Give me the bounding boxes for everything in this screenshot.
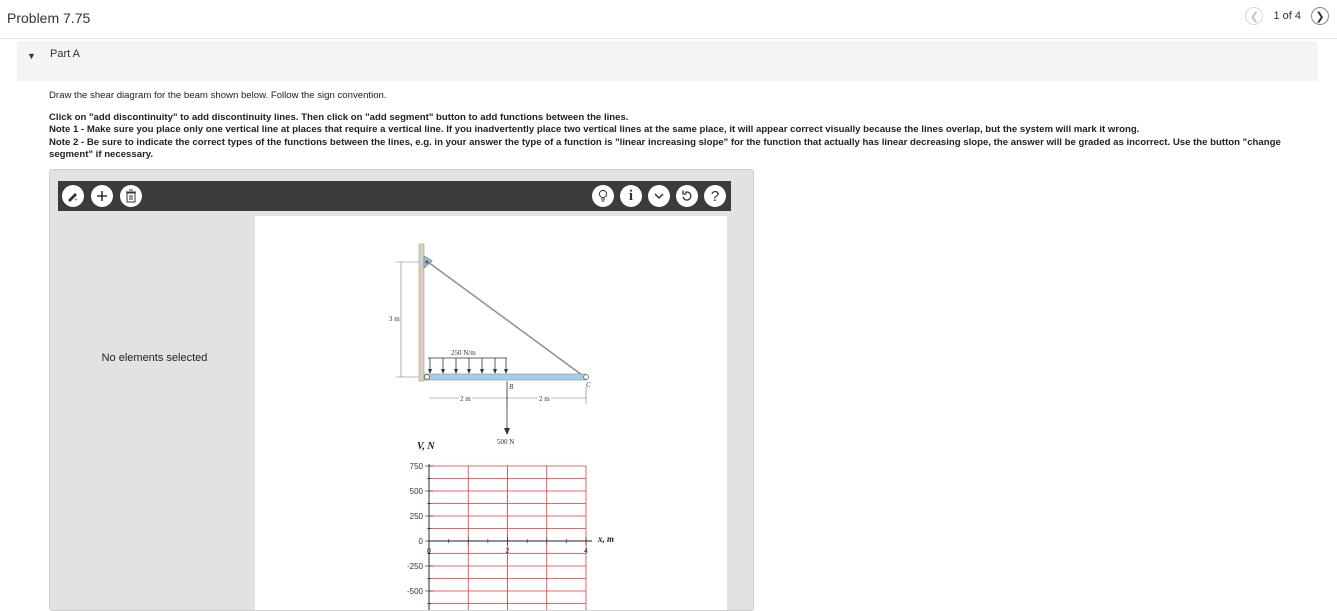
y-tick-label: 750 xyxy=(409,462,423,471)
cable xyxy=(428,262,586,378)
instruction-line-1: Draw the shear diagram for the beam shown below. Follow the sign convention. xyxy=(49,90,387,101)
reset-icon[interactable] xyxy=(676,185,698,207)
drawing-tool xyxy=(49,169,754,611)
y-tick-labels xyxy=(407,462,424,596)
info-icon[interactable] xyxy=(620,185,642,207)
x-tick-label: 2 xyxy=(505,548,510,555)
x-axis-label: x, m xyxy=(598,534,615,544)
wall xyxy=(419,244,424,381)
instruction-line-4: Note 2 - Be sure to indicate the correct types of the functions between the lines, e.g. in your answer the type of a function is "linear increasing slope" for the function that actually has linear decreasing slope, the answer will be graded as incorrect. Use the button "change segment" if necessary. xyxy=(49,136,1281,160)
hint-bulb-icon[interactable] xyxy=(592,185,614,207)
instruction-line-2: Click on "add discontinuity" to add discontinuity lines. Then click on "add segment" button to add functions between the lines. xyxy=(49,111,629,123)
y-tick-label: -500 xyxy=(406,587,423,596)
info-glyph: i xyxy=(628,187,634,204)
load-label: 250 N/m xyxy=(451,349,476,357)
point-b-label: B xyxy=(509,383,514,391)
top-bar xyxy=(0,0,1337,39)
y-tick-label: 250 xyxy=(409,512,423,521)
y-tick-label: 0 xyxy=(418,537,423,546)
triangle-down-icon[interactable]: ▼ xyxy=(27,51,36,61)
help-glyph: ? xyxy=(710,187,720,205)
force-label: 500 N xyxy=(497,438,515,446)
x-tick-labels xyxy=(427,548,588,555)
y-axis-label: V, N xyxy=(417,441,435,452)
part-label: Part A xyxy=(50,48,80,60)
add-discontinuity-icon[interactable] xyxy=(62,185,84,207)
chevron-left-icon[interactable]: ❮ xyxy=(1245,7,1263,25)
add-segment-icon[interactable] xyxy=(91,185,113,207)
y-tick-label: 500 xyxy=(409,487,423,496)
x-tick-label: 0 xyxy=(427,548,431,555)
delete-icon[interactable] xyxy=(120,185,142,207)
force-arrowhead xyxy=(504,428,510,435)
span2-label: 2 m xyxy=(539,395,550,403)
chevron-right-icon[interactable]: ❯ xyxy=(1311,7,1329,25)
tool-toolbar xyxy=(58,181,731,211)
properties-panel xyxy=(58,211,251,611)
graph-axes xyxy=(425,464,592,611)
point-c-label: C xyxy=(586,381,591,389)
height-label: 3 m xyxy=(389,315,400,323)
beam xyxy=(424,374,586,380)
drawing-canvas[interactable] xyxy=(255,216,727,611)
x-tick-label: 4 xyxy=(584,548,588,555)
problem-title: Problem 7.75 xyxy=(7,10,91,26)
pin-c xyxy=(584,375,589,380)
beam-and-graph xyxy=(255,216,727,611)
no-selection-text: No elements selected xyxy=(101,352,208,364)
pager-text: 1 of 4 xyxy=(1273,10,1301,22)
help-icon[interactable] xyxy=(704,185,726,207)
part-a-header[interactable] xyxy=(17,41,1318,81)
load-arrowheads xyxy=(428,369,508,374)
dropdown-icon[interactable] xyxy=(648,185,670,207)
pin-a xyxy=(425,375,430,380)
y-tick-label: -250 xyxy=(406,562,423,571)
span1-label: 2 m xyxy=(460,395,471,403)
pager xyxy=(1245,7,1329,25)
instruction-line-3: Note 1 - Make sure you place only one vertical line at places that require a vertical line. If you inadvertently place two vertical lines at the same place, it will appear correct visually because the lines overlap, but the system will mark it wrong. xyxy=(49,124,1140,135)
svg-text:+: + xyxy=(74,196,78,203)
instructions xyxy=(49,90,1319,162)
